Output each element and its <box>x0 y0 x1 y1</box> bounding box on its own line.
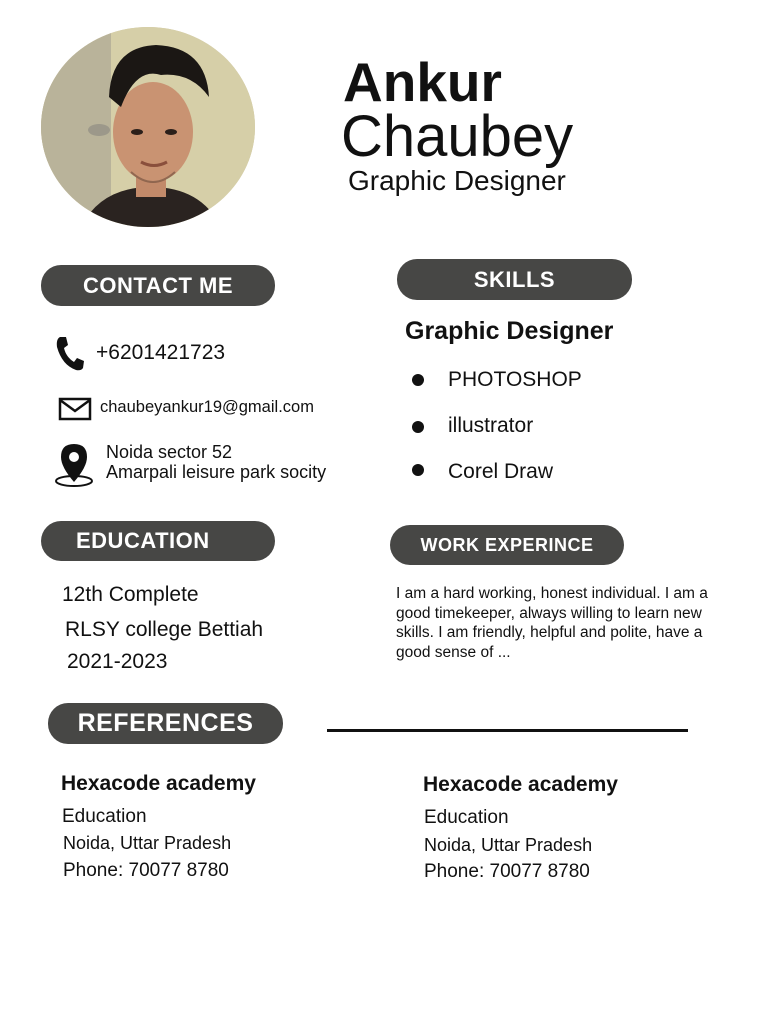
reference-phone: Phone: 70077 8780 <box>63 860 229 881</box>
reference-name: Hexacode academy <box>423 773 618 796</box>
contact-heading: CONTACT ME <box>41 265 275 306</box>
skill-item: PHOTOSHOP <box>448 368 582 391</box>
email-address: chaubeyankur19@gmail.com <box>100 398 314 416</box>
first-name: Ankur <box>343 51 502 113</box>
mail-icon <box>58 396 92 422</box>
skills-heading: SKILLS <box>397 259 632 300</box>
profile-photo-illustration <box>41 27 255 227</box>
reference-name: Hexacode academy <box>61 772 256 795</box>
skill-bullet <box>412 421 424 433</box>
skill-item: illustrator <box>448 414 534 437</box>
divider-line <box>327 729 688 732</box>
skill-bullet <box>412 464 424 476</box>
skill-item: Corel Draw <box>448 460 554 483</box>
education-line: 2021-2023 <box>67 650 168 673</box>
education-line: 12th Complete <box>62 583 199 606</box>
last-name: Chaubey <box>341 104 574 169</box>
phone-number: +6201421723 <box>96 341 226 364</box>
skills-subheading: Graphic Designer <box>405 317 614 345</box>
address-line-2: Amarpali leisure park socity <box>106 462 327 482</box>
profile-photo <box>41 27 255 227</box>
education-heading: EDUCATION <box>41 521 275 561</box>
reference-type: Education <box>424 807 509 828</box>
address-line-1: Noida sector 52 <box>106 442 233 462</box>
reference-location: Noida, Uttar Pradesh <box>63 833 232 853</box>
location-pin-icon <box>53 442 95 488</box>
education-line: RLSY college Bettiah <box>65 618 264 641</box>
work-experience-heading: WORK EXPERINCE <box>390 525 624 565</box>
reference-phone: Phone: 70077 8780 <box>424 861 590 882</box>
job-title: Graphic Designer <box>348 165 566 196</box>
reference-type: Education <box>62 806 147 827</box>
work-experience-text: I am a hard working, honest individual. I am a good timekeeper, always willing to learn new skills. I am friendly, helpful and polite, have a good sense of ... <box>396 585 708 661</box>
reference-location: Noida, Uttar Pradesh <box>424 835 593 855</box>
skill-bullet <box>412 374 424 386</box>
references-heading: REFERENCES <box>48 703 283 744</box>
phone-icon <box>52 333 86 373</box>
